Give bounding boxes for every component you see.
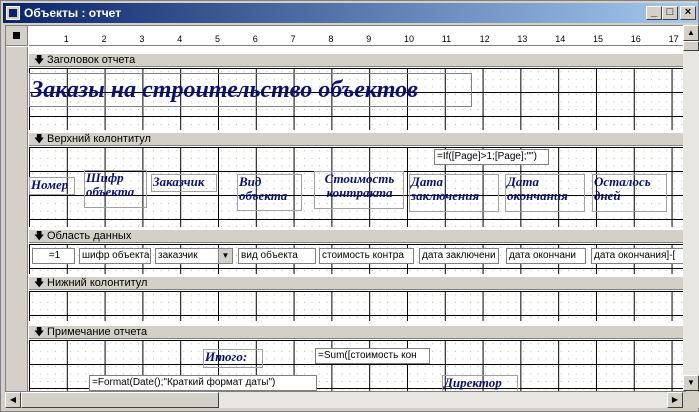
band-arrow-icon: 🡇	[34, 327, 45, 338]
column-header-date-end[interactable]: Дата окончания	[505, 174, 585, 212]
column-header-code[interactable]: Шифр объекта	[84, 170, 147, 208]
maximize-button[interactable]: □	[662, 6, 678, 20]
column-header-customer[interactable]: Заказчик	[151, 174, 217, 192]
column-header-days-left[interactable]: Осталось дней	[592, 174, 667, 212]
cost-textbox[interactable]: стоимость контра	[319, 248, 414, 264]
page-header-section[interactable]	[29, 147, 686, 227]
ruler-tick-label: 14	[555, 34, 566, 44]
scroll-up-icon[interactable]: ▲	[683, 25, 699, 41]
customer-combobox[interactable]	[155, 248, 233, 264]
report-header-section[interactable]	[29, 68, 686, 130]
column-header-number[interactable]: Номер	[29, 177, 75, 195]
page-footer-section[interactable]	[29, 291, 686, 321]
vertical-scrollbar[interactable]	[683, 25, 699, 391]
ruler-tick-label: 7	[290, 34, 296, 44]
date-end-textbox[interactable]: дата окончани	[506, 248, 586, 264]
page-header-band[interactable]: 🡇 Верхний колонтитул	[29, 132, 686, 146]
type-textbox[interactable]: вид объекта	[238, 248, 316, 264]
ruler-tick-label: 4	[177, 34, 183, 44]
report-footer-section[interactable]	[29, 340, 686, 392]
report-footer-band[interactable]: 🡇 Примечание отчета	[29, 325, 686, 339]
window-title: Объекты : отчет	[24, 6, 122, 20]
ruler-tick-label: 5	[215, 34, 221, 44]
date-start-textbox[interactable]: дата заключени	[419, 248, 499, 264]
ruler-tick-label: 10	[404, 34, 415, 44]
ruler-tick-label: 1	[63, 34, 69, 44]
ruler-tick-label: 17	[668, 34, 679, 44]
minimize-button[interactable]: _	[646, 6, 662, 20]
scroll-down-icon[interactable]: ▼	[683, 375, 699, 391]
title-bar[interactable]	[3, 3, 698, 23]
column-header-cost[interactable]: Стоимость контракта	[314, 171, 404, 209]
ruler-tick-label: 15	[593, 34, 604, 44]
horizontal-ruler[interactable]	[29, 26, 686, 46]
size-grip[interactable]	[683, 392, 699, 408]
days-left-textbox[interactable]: дата окончания]-[	[591, 248, 686, 264]
ruler-tick-label: 13	[517, 34, 528, 44]
date-textbox[interactable]: =Format(Date();"Краткий формат даты")	[89, 375, 317, 391]
report-icon[interactable]	[6, 6, 20, 20]
dropdown-arrow-icon[interactable]: ▼	[218, 249, 232, 263]
select-report-button[interactable]	[6, 26, 28, 46]
ruler-tick-label: 3	[139, 34, 145, 44]
scroll-left-icon[interactable]: ◀	[5, 392, 21, 408]
band-arrow-icon: 🡇	[34, 134, 45, 145]
director-label[interactable]: Директор	[442, 375, 518, 392]
detail-section[interactable]	[29, 244, 686, 274]
page-footer-band[interactable]: 🡇 Нижний колонтитул	[29, 276, 686, 290]
column-header-date-start[interactable]: Дата заключения	[409, 174, 499, 212]
band-arrow-icon: 🡇	[34, 231, 45, 242]
sum-textbox[interactable]: =Sum([стоимость кон	[315, 348, 430, 364]
counter-textbox[interactable]: =1	[32, 248, 75, 264]
scroll-right-icon[interactable]: ▶	[667, 392, 683, 408]
customer-combobox-value: заказчик	[158, 250, 198, 261]
ruler-tick-label: 6	[252, 34, 258, 44]
ruler-tick-label: 11	[441, 34, 452, 44]
report-design-area	[5, 25, 686, 392]
ruler-tick-label: 8	[328, 34, 334, 44]
horizontal-scrollbar[interactable]	[5, 392, 683, 408]
ruler-tick-label: 2	[101, 34, 107, 44]
total-label[interactable]: Итого:	[203, 349, 263, 368]
code-textbox[interactable]: шифр объекта	[79, 248, 151, 264]
report-title-label[interactable]: Заказы на строительство объектов	[29, 73, 472, 107]
band-arrow-icon: 🡇	[34, 278, 45, 289]
ruler-tick-label: 12	[479, 34, 490, 44]
vertical-scroll-thumb[interactable]	[683, 41, 699, 51]
ruler-tick-label: 9	[366, 34, 372, 44]
column-header-type[interactable]: Вид объекта	[237, 174, 302, 211]
report-header-band[interactable]: 🡇 Заголовок отчета	[29, 53, 686, 67]
ruler-tick-label: 16	[630, 34, 641, 44]
page-number-textbox[interactable]: =If([Page]>1;[Page];"")	[434, 149, 549, 165]
band-arrow-icon: 🡇	[34, 55, 45, 66]
vertical-ruler[interactable]	[6, 47, 28, 392]
horizontal-scroll-thumb[interactable]	[21, 392, 219, 408]
detail-band[interactable]: 🡇 Область данных	[29, 229, 686, 243]
close-button[interactable]: ×	[680, 6, 696, 20]
